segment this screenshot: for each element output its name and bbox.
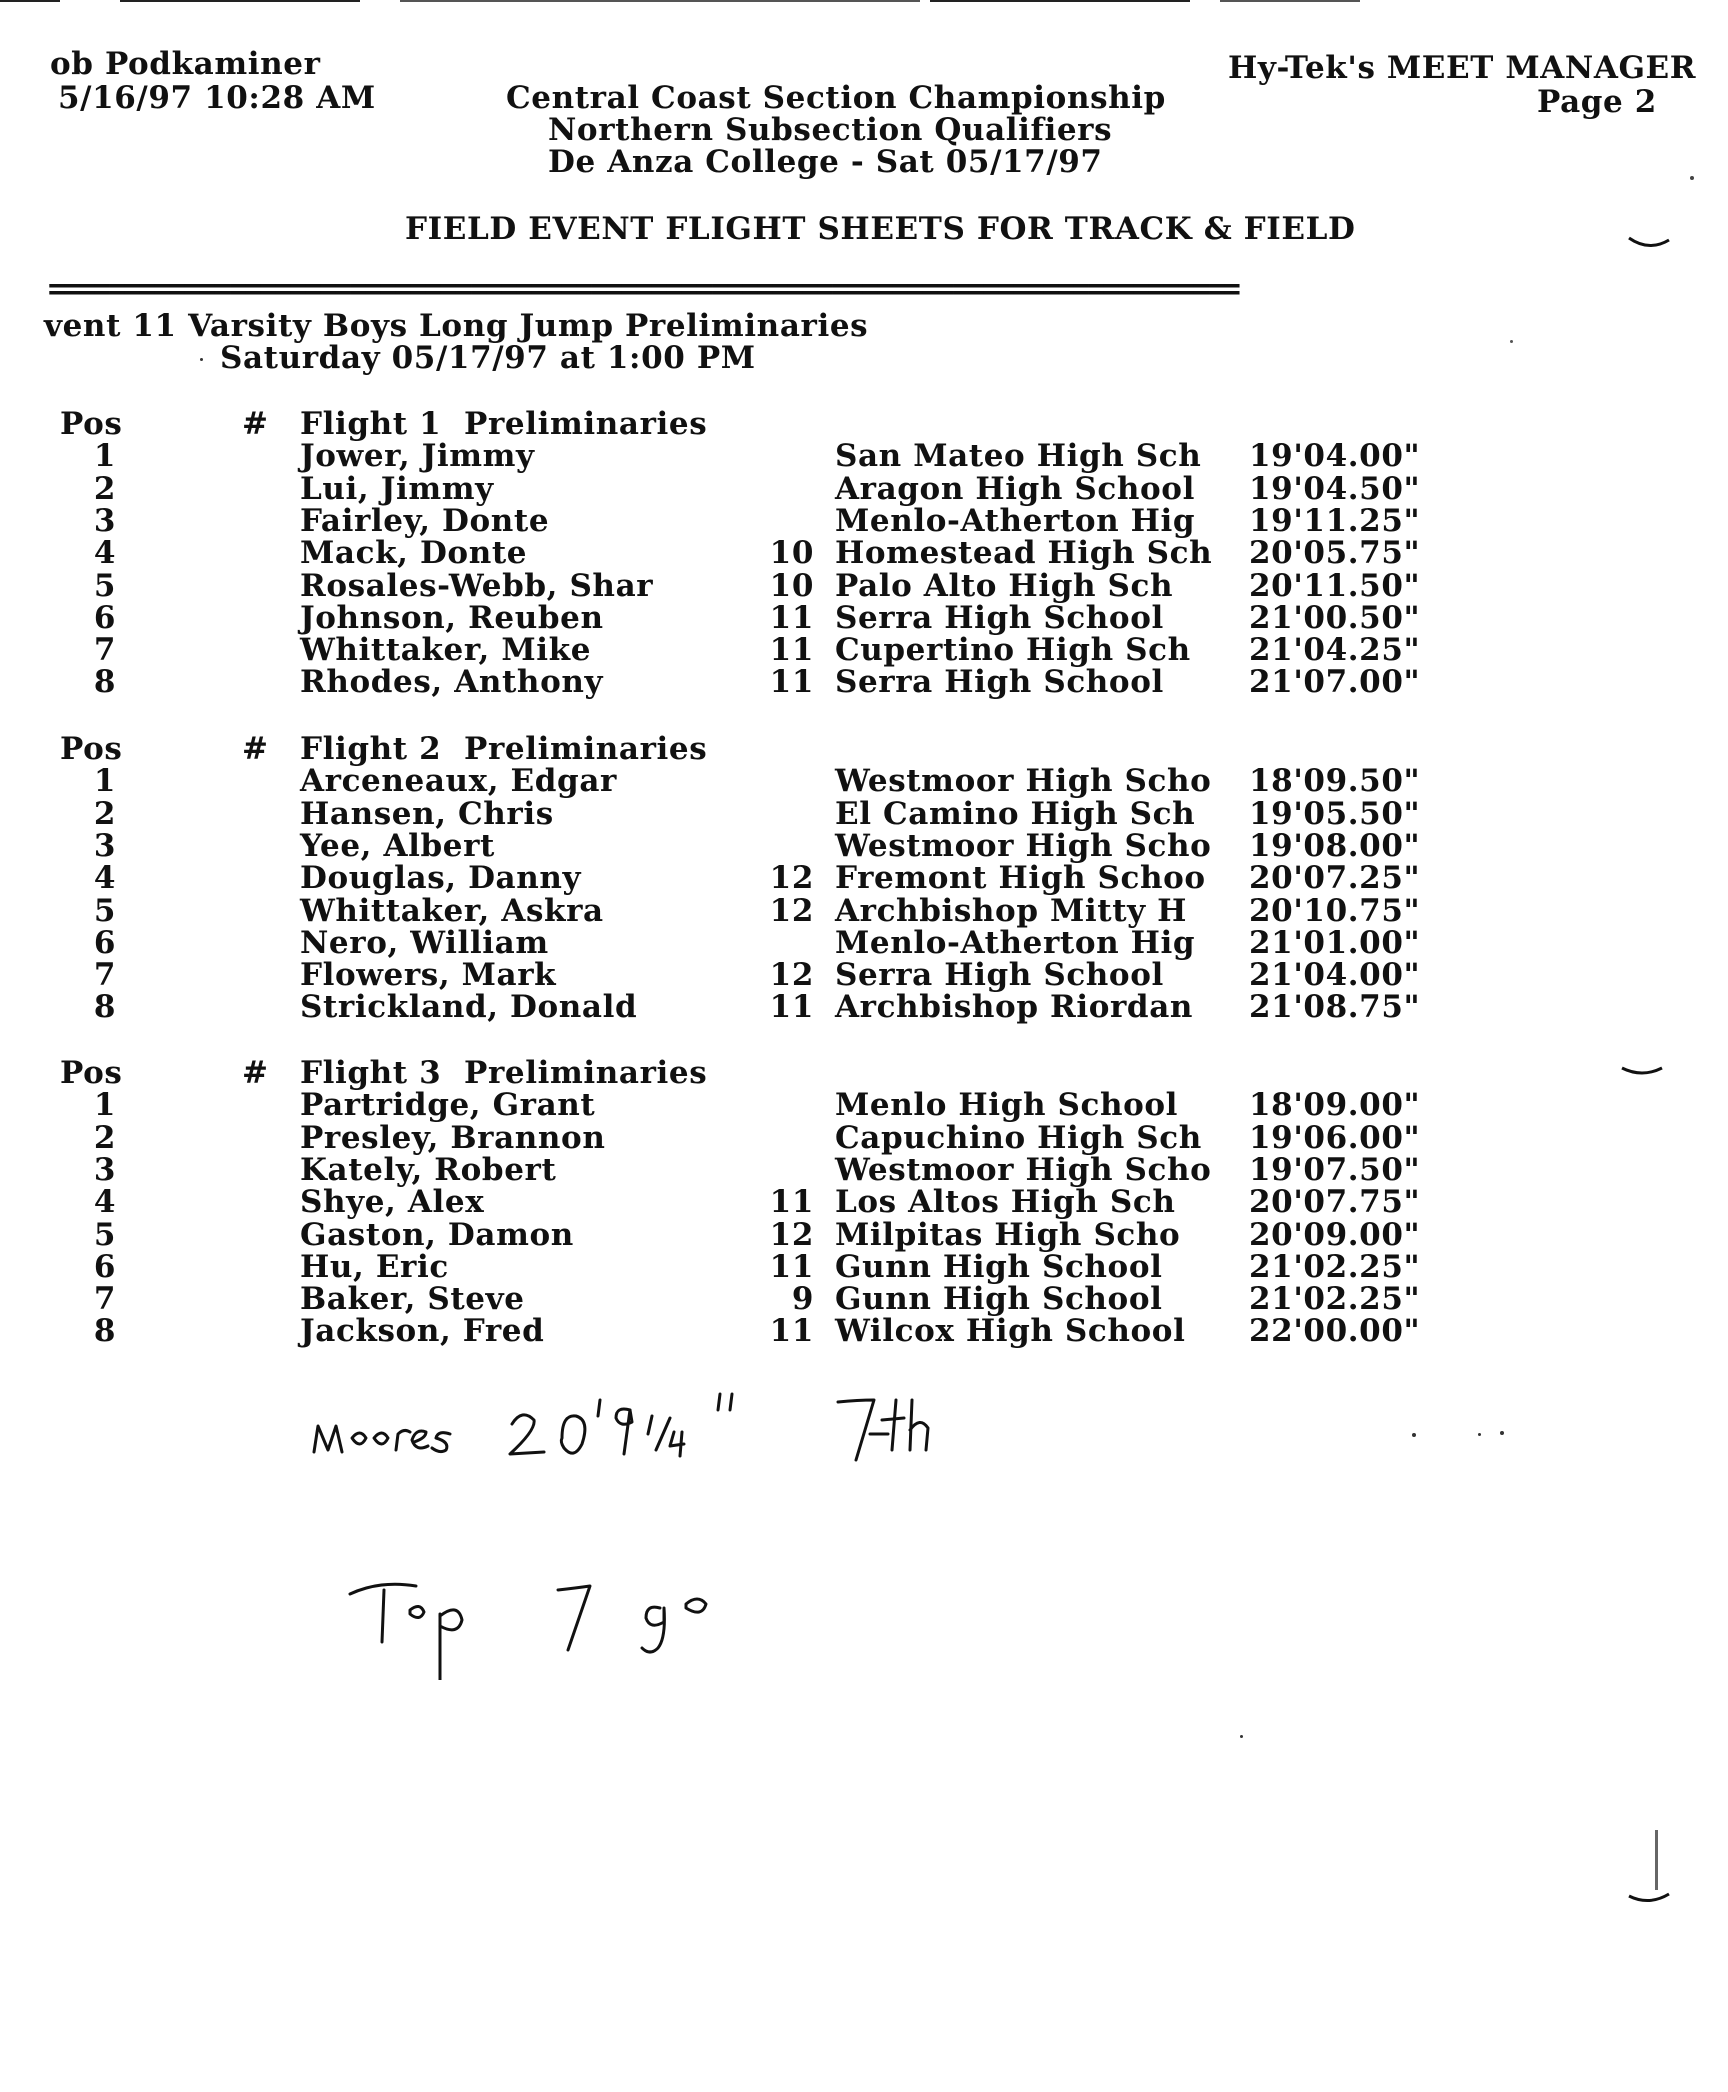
athlete-grade: 10 (769, 567, 814, 604)
athlete-position: 3 (93, 502, 117, 539)
athlete-name: Whittaker, Mike (300, 632, 592, 669)
athlete-name: Partridge, Grant (300, 1087, 596, 1124)
athlete-name: Mack, Donte (300, 535, 528, 572)
column-num-header: # (242, 406, 269, 442)
scan-speck (1412, 1433, 1416, 1437)
seed-mark: 20'05.75" (1249, 535, 1421, 572)
seed-mark: 19'11.25" (1249, 502, 1421, 539)
athlete-name: Jackson, Fred (300, 1313, 545, 1350)
athlete-position: 8 (93, 664, 117, 701)
athlete-grade: 12 (769, 1216, 814, 1253)
seed-mark: 19'06.00" (1249, 1119, 1421, 1156)
athlete-name: Hansen, Chris (300, 795, 554, 832)
print-timestamp: 5/16/97 10:28 AM (58, 80, 376, 116)
seed-mark: 20'09.00" (1249, 1216, 1421, 1253)
athlete-position: 7 (93, 1281, 117, 1318)
page-number: Page 2 (1537, 84, 1657, 120)
athlete-school: Milpitas High Scho (835, 1216, 1181, 1253)
handwritten-note-moores (300, 1380, 1000, 1490)
column-pos-header: Pos (60, 731, 123, 767)
athlete-school: Fremont High Schoo (835, 860, 1206, 897)
athlete-name: Yee, Albert (300, 827, 495, 864)
athlete-position: 7 (93, 957, 117, 994)
column-num-header: # (242, 731, 269, 767)
flight-title: Flight 2 Preliminaries (300, 731, 708, 767)
athlete-name: Fairley, Donte (300, 502, 550, 539)
flight-title: Flight 3 Preliminaries (300, 1055, 708, 1091)
seed-mark: 20'10.75" (1249, 892, 1421, 929)
seed-mark: 18'09.00" (1249, 1087, 1421, 1124)
meet-title: Central Coast Section Championship (506, 80, 1166, 116)
athlete-position: 7 (93, 632, 117, 669)
software-name: Hy-Tek's MEET MANAGER (1228, 50, 1697, 86)
athlete-school: San Mateo High Sch (835, 438, 1202, 475)
athlete-name: Lui, Jimmy (300, 470, 494, 507)
athlete-grade: 12 (769, 892, 814, 929)
event-title: vent 11 Varsity Boys Long Jump Preliminaries (44, 308, 869, 344)
athlete-position: 3 (93, 827, 117, 864)
athlete-name: Kately, Robert (300, 1151, 557, 1188)
handwritten-text-top7 (340, 1550, 344, 1551)
seed-mark: 21'00.50" (1249, 599, 1421, 636)
scan-speck (1510, 340, 1513, 343)
athlete-school: Menlo High School (835, 1087, 1179, 1124)
seed-mark: 19'07.50" (1249, 1151, 1421, 1188)
margin-mark (1625, 232, 1675, 252)
meet-venue-date: De Anza College - Sat 05/17/97 (548, 144, 1103, 180)
athlete-name: Baker, Steve (300, 1281, 525, 1318)
athlete-position: 5 (93, 1216, 117, 1253)
scan-speck (1500, 1431, 1504, 1435)
scan-edge-artifact (0, 0, 1728, 4)
column-num-header: # (242, 1055, 269, 1091)
athlete-grade: 11 (769, 632, 814, 669)
athlete-name: Johnson, Reuben (300, 599, 604, 636)
athlete-school: Archbishop Riordan (835, 989, 1194, 1026)
column-pos-header: Pos (60, 1055, 123, 1091)
athlete-school: Serra High School (835, 664, 1164, 701)
athlete-grade: 12 (769, 860, 814, 897)
athlete-name: Rosales-Webb, Shar (300, 567, 654, 604)
athlete-grade: 11 (769, 1184, 814, 1221)
athlete-school: Wilcox High School (835, 1313, 1186, 1350)
athlete-school: Palo Alto High Sch (835, 567, 1174, 604)
athlete-position: 8 (93, 989, 117, 1026)
athlete-position: 1 (93, 438, 117, 475)
seed-mark: 21'04.00" (1249, 957, 1421, 994)
handwritten-note-top7 (340, 1550, 760, 1680)
athlete-name: Whittaker, Askra (300, 892, 604, 929)
athlete-name: Gaston, Damon (300, 1216, 574, 1253)
athlete-school: Gunn High School (835, 1281, 1163, 1318)
athlete-school: Serra High School (835, 599, 1164, 636)
seed-mark: 19'05.50" (1249, 795, 1421, 832)
athlete-grade: 11 (769, 1248, 814, 1285)
athlete-position: 5 (93, 567, 117, 604)
meet-subtitle: Northern Subsection Qualifiers (548, 112, 1113, 148)
sheet-title: FIELD EVENT FLIGHT SHEETS FOR TRACK & FIELD (405, 211, 1356, 247)
scan-speck (200, 358, 203, 361)
athlete-position: 4 (93, 860, 117, 897)
athlete-name: Flowers, Mark (300, 957, 557, 994)
seed-mark: 22'00.00" (1249, 1313, 1421, 1350)
athlete-position: 6 (93, 599, 117, 636)
athlete-school: Homestead High Sch (835, 535, 1213, 572)
column-pos-header: Pos (60, 406, 123, 442)
athlete-position: 6 (93, 924, 117, 961)
athlete-school: Aragon High School (835, 470, 1195, 507)
separator-line: =============================================================================== (48, 280, 1238, 300)
seed-mark: 19'04.50" (1249, 470, 1421, 507)
athlete-name: Nero, William (300, 924, 549, 961)
margin-mark (1618, 1060, 1668, 1080)
athlete-school: Westmoor High Scho (835, 763, 1212, 800)
athlete-name: Rhodes, Anthony (300, 664, 604, 701)
athlete-position: 6 (93, 1248, 117, 1285)
athlete-grade: 11 (769, 1313, 814, 1350)
athlete-name: Hu, Eric (300, 1248, 449, 1285)
athlete-school: Menlo-Atherton Hig (835, 502, 1196, 539)
athlete-position: 3 (93, 1151, 117, 1188)
athlete-school: Serra High School (835, 957, 1164, 994)
athlete-school: Cupertino High Sch (835, 632, 1191, 669)
athlete-position: 1 (93, 763, 117, 800)
athlete-name: Shye, Alex (300, 1184, 485, 1221)
seed-mark: 21'07.00" (1249, 664, 1421, 701)
athlete-school: Menlo-Atherton Hig (835, 924, 1196, 961)
athlete-grade: 11 (769, 599, 814, 636)
scan-speck (1690, 176, 1694, 180)
athlete-position: 5 (93, 892, 117, 929)
seed-mark: 21'08.75" (1249, 989, 1421, 1026)
athlete-school: Capuchino High Sch (835, 1119, 1202, 1156)
athlete-position: 8 (93, 1313, 117, 1350)
athlete-name: Jower, Jimmy (300, 438, 535, 475)
seed-mark: 19'08.00" (1249, 827, 1421, 864)
scan-speck (1655, 1830, 1658, 1890)
athlete-school: Westmoor High Scho (835, 1151, 1212, 1188)
seed-mark: 20'07.25" (1249, 860, 1421, 897)
flight-title: Flight 1 Preliminaries (300, 406, 708, 442)
seed-mark: 21'02.25" (1249, 1281, 1421, 1318)
seed-mark: 19'04.00" (1249, 438, 1421, 475)
athlete-position: 2 (93, 470, 117, 507)
seed-mark: 21'02.25" (1249, 1248, 1421, 1285)
athlete-school: Westmoor High Scho (835, 827, 1212, 864)
athlete-school: El Camino High Sch (835, 795, 1196, 832)
scan-speck (1478, 1433, 1481, 1436)
seed-mark: 20'07.75" (1249, 1184, 1421, 1221)
handwritten-text-moores (300, 1380, 311, 1381)
athlete-school: Los Altos High Sch (835, 1184, 1176, 1221)
athlete-grade: 11 (769, 989, 814, 1026)
report-user: ob Podkaminer (50, 46, 321, 82)
seed-mark: 18'09.50" (1249, 763, 1421, 800)
scan-speck (1240, 1735, 1243, 1738)
athlete-name: Douglas, Danny (300, 860, 582, 897)
athlete-name: Strickland, Donald (300, 989, 638, 1026)
seed-mark: 21'01.00" (1249, 924, 1421, 961)
athlete-grade: 9 (791, 1281, 814, 1318)
athlete-school: Archbishop Mitty H (835, 892, 1188, 929)
athlete-position: 2 (93, 795, 117, 832)
athlete-position: 4 (93, 1184, 117, 1221)
seed-mark: 20'11.50" (1249, 567, 1421, 604)
athlete-grade: 10 (769, 535, 814, 572)
athlete-grade: 11 (769, 664, 814, 701)
athlete-position: 4 (93, 535, 117, 572)
seed-mark: 21'04.25" (1249, 632, 1421, 669)
athlete-school: Gunn High School (835, 1248, 1163, 1285)
athlete-position: 1 (93, 1087, 117, 1124)
athlete-name: Arceneaux, Edgar (300, 763, 617, 800)
athlete-position: 2 (93, 1119, 117, 1156)
event-time: Saturday 05/17/97 at 1:00 PM (220, 340, 756, 376)
margin-mark (1625, 1888, 1675, 1908)
athlete-name: Presley, Brannon (300, 1119, 606, 1156)
athlete-grade: 12 (769, 957, 814, 994)
